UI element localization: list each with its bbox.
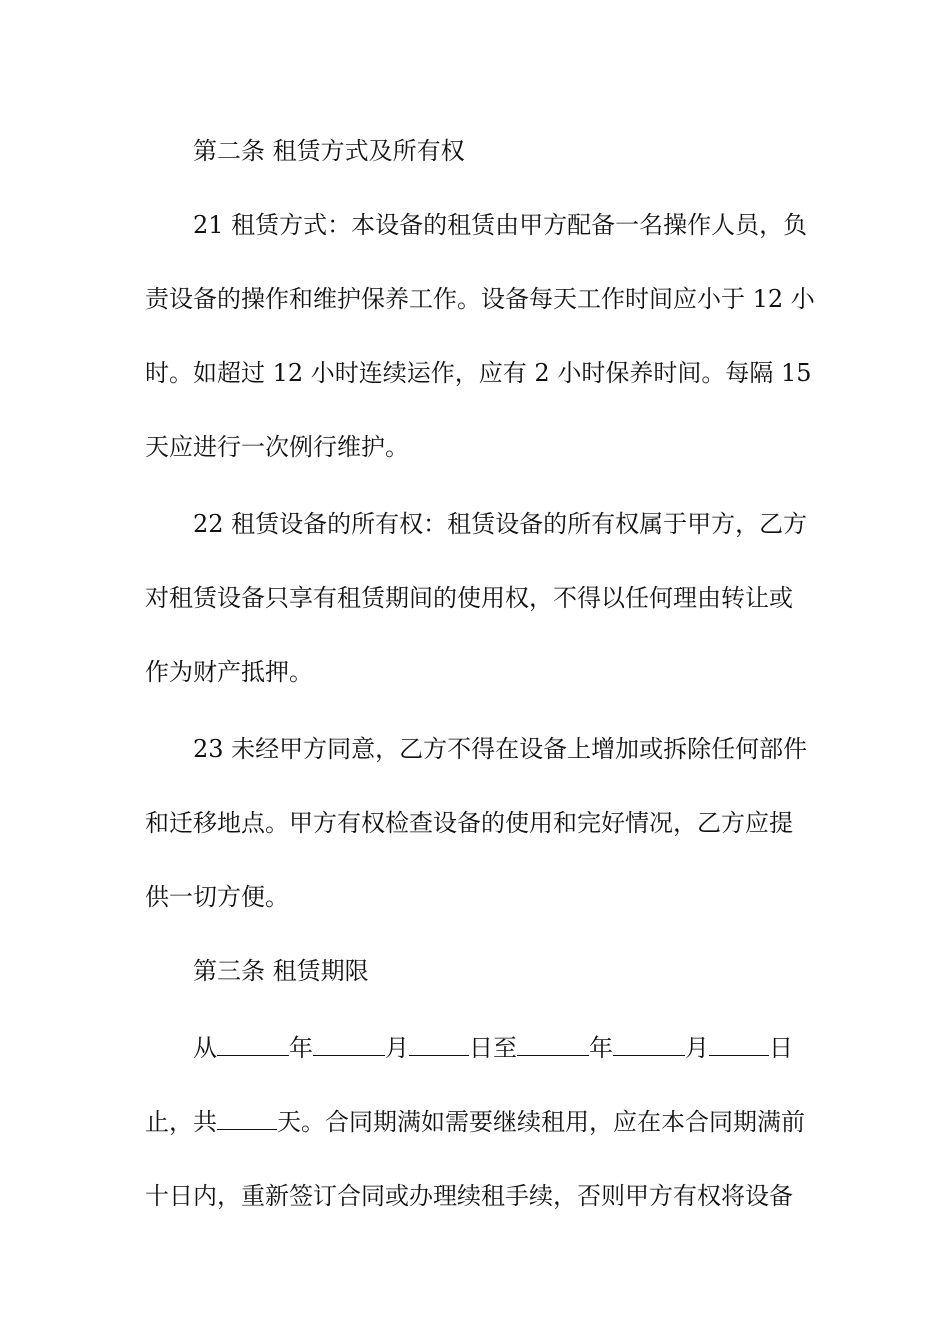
paragraph-line: 十日内，重新签订合同或办理续租手续，否则甲方有权将设备 (145, 1182, 793, 1210)
paragraph-line: 23 未经甲方同意，乙方不得在设备上增加或拆除任何部件 (193, 735, 808, 763)
paragraph-line: 21 租赁方式：本设备的租赁由甲方配备一名操作人员，负 (193, 211, 808, 239)
term-dates-line (193, 1028, 793, 1068)
term-day-end-label: 日 (769, 1034, 793, 1062)
term-days-suffix: 天。合同期满如需要继续租用，应在本合同期满前 (277, 1108, 805, 1136)
term-month2-label: 月 (685, 1034, 709, 1062)
term-year-label: 年 (289, 1034, 313, 1062)
term-days-prefix: 止，共 (145, 1108, 217, 1136)
term-day-to-label: 日至 (469, 1034, 517, 1062)
paragraph-line: 作为财产抵押。 (145, 658, 313, 686)
term-from: 从 (193, 1034, 217, 1062)
end-day-blank[interactable] (709, 1029, 769, 1056)
start-day-blank[interactable] (409, 1029, 469, 1056)
paragraph-line: 供一切方便。 (145, 883, 289, 911)
paragraph-line: 22 租赁设备的所有权：租赁设备的所有权属于甲方，乙方 (193, 510, 808, 538)
term-year2-label: 年 (589, 1034, 613, 1062)
paragraph-line: 天应进行一次例行维护。 (145, 433, 409, 461)
term-month-label: 月 (385, 1034, 409, 1062)
article-2-heading: 第二条 租赁方式及所有权 (193, 137, 465, 165)
paragraph-line: 和迁移地点。甲方有权检查设备的使用和完好情况，乙方应提 (145, 809, 793, 837)
paragraph-line: 责设备的操作和维护保养工作。设备每天工作时间应小于 12 小 (145, 285, 815, 313)
term-days-line (145, 1102, 805, 1142)
start-month-blank[interactable] (313, 1029, 385, 1056)
article-3-heading: 第三条 租赁期限 (193, 957, 369, 985)
total-days-blank[interactable] (217, 1103, 277, 1130)
start-year-blank[interactable] (217, 1029, 289, 1056)
end-month-blank[interactable] (613, 1029, 685, 1056)
paragraph-line: 对租赁设备只享有租赁期间的使用权，不得以任何理由转让或 (145, 584, 793, 612)
end-year-blank[interactable] (517, 1029, 589, 1056)
paragraph-line: 时。如超过 12 小时连续运作，应有 2 小时保养时间。每隔 15 (145, 359, 812, 387)
